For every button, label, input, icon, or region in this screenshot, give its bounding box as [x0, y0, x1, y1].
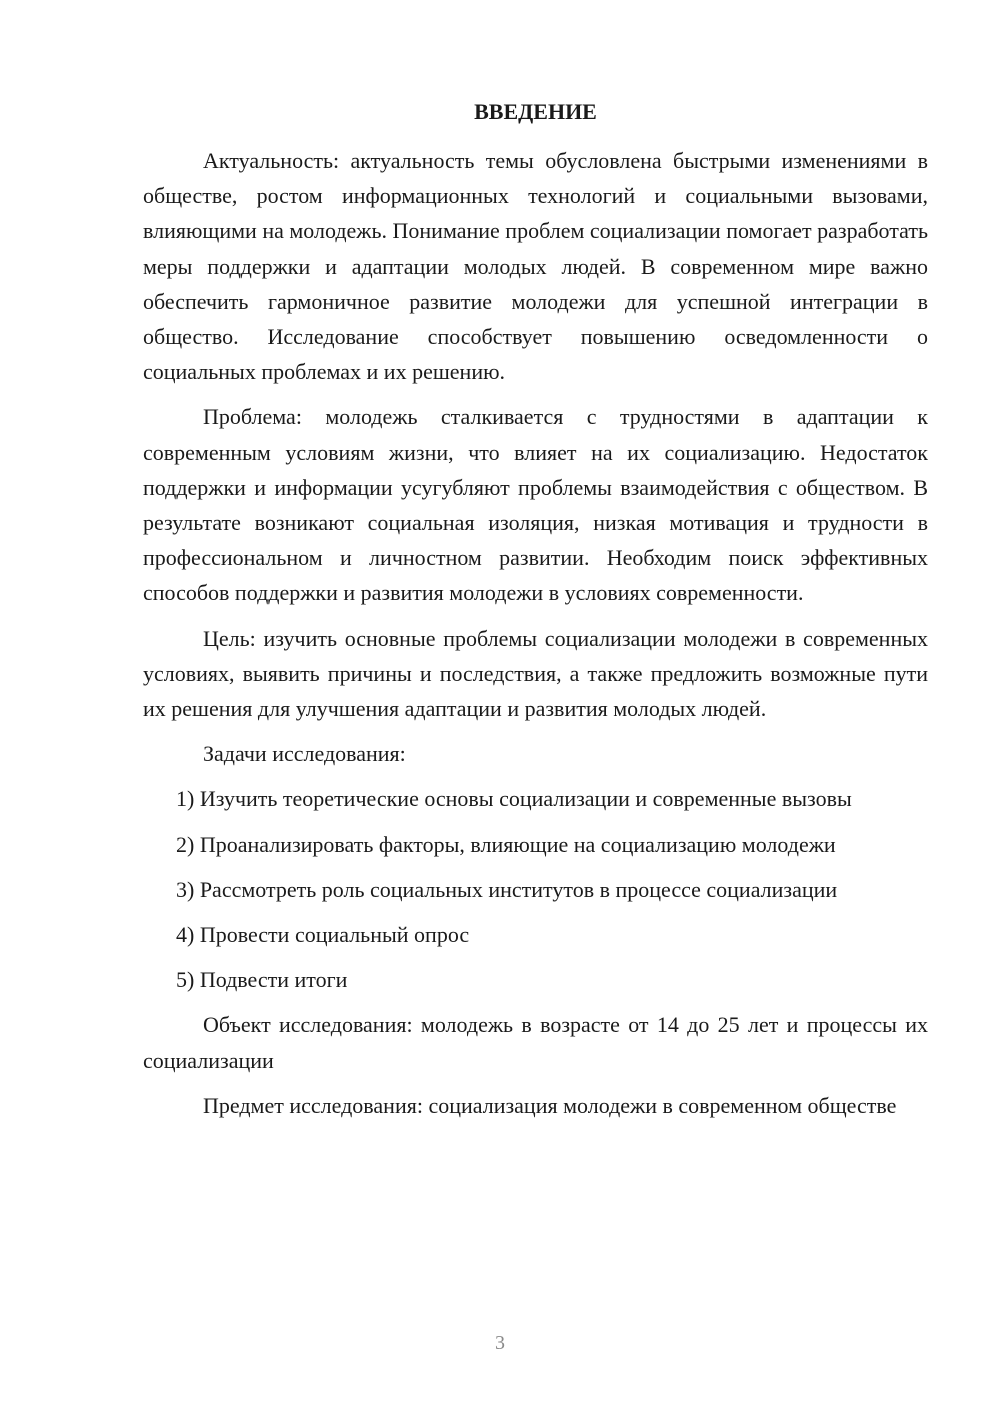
document-page: [143, 94, 928, 1133]
task-item: 1) Изучить теоретические основы социализации и современные вызовы: [176, 786, 852, 812]
task-item: 4) Провести социальный опрос: [176, 922, 470, 948]
tasks-heading: Задачи исследования:: [203, 741, 406, 767]
task-item: 2) Проанализировать факторы, влияющие на социализацию молодежи: [176, 831, 836, 857]
tasks-list: [143, 781, 928, 997]
document-title: ВВЕДЕНИЕ: [474, 99, 597, 124]
relevance-paragraph: Актуальность: актуальность темы обусловлена быстрыми изменениями в обществе, ростом информационных технологий и социальными вызовами, влияющими на молодежь. Понимание проблем социализации помогает разработать меры поддержки и адаптации молодых людей. В современном мире важно обеспечить гармоничное развитие молодежи для успешной интеграции в общество. Исследование способствует повышению осведомленности о социальных проблемах и их решению.: [143, 148, 928, 385]
subject-paragraph: Предмет исследования: социализация молодежи в современном обществе: [203, 1092, 897, 1118]
task-item: 5) Подвести итоги: [176, 967, 348, 993]
page-number: 3: [495, 1332, 505, 1354]
problem-paragraph: Проблема: молодежь сталкивается с трудностями в адаптации к современным условиям жизни, что влияет на их социализацию. Недостаток поддержки и информации усугубляют проблемы взаимодействия с обществом. В результате возникают социальная изоляция, низкая мотивация и трудности в профессиональном и личностном развитии. Необходим поиск эффективных способов поддержки и развития молодежи в условиях современности.: [143, 404, 928, 606]
task-item: 3) Рассмотреть роль социальных институтов в процессе социализации: [176, 876, 838, 902]
goal-paragraph: Цель: изучить основные проблемы социализации молодежи в современных условиях, выявить причины и последствия, а также предложить возможные пути их решения для улучшения адаптации и развития молодых людей.: [143, 625, 928, 722]
object-paragraph: Объект исследования: молодежь в возрасте от 14 до 25 лет и процессы их социализации: [143, 1012, 928, 1073]
